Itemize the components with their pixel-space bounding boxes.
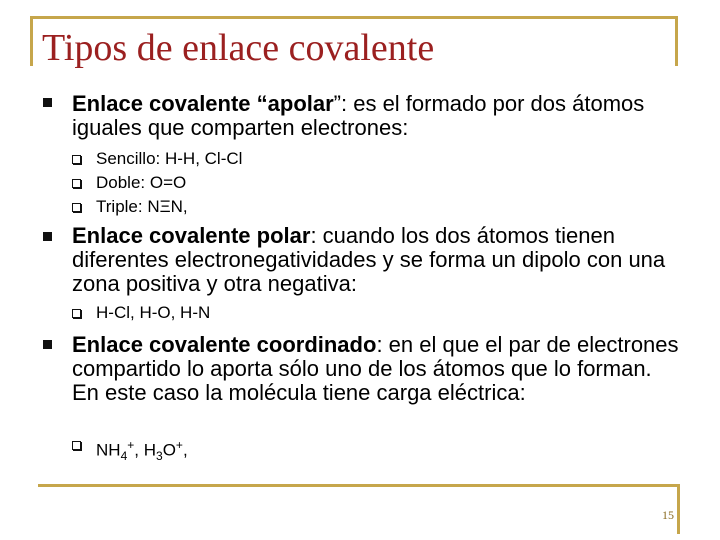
bullet-heading: Enlace covalente polar (72, 223, 311, 248)
square-bullet-icon (43, 232, 52, 241)
hollow-square-bullet-icon (72, 203, 81, 212)
bullet-text: : en el que el par de electrones compartido lo aporta sólo uno de los átomos que lo forman. En este caso la molécula tiene carga eléctrica: (72, 332, 679, 405)
frame-top-line (30, 16, 677, 19)
bullet-heading: Enlace covalente coordinado (72, 332, 377, 357)
hollow-square-bullet-icon (72, 179, 81, 188)
bullet-text: ”: es el formado por dos átomos iguales que comparten electrones: (72, 91, 645, 140)
sub-item-triple: Triple: NΞN, (96, 197, 188, 216)
slide-title: Tipos de enlace covalente (42, 27, 435, 69)
hollow-square-bullet-icon (72, 441, 81, 450)
page-number: 15 (662, 508, 674, 522)
formula-nh-charge: + (127, 438, 135, 452)
hollow-square-bullet-icon (72, 155, 81, 164)
frame-bottom-right-line (677, 484, 680, 534)
formula-nh: NH (96, 440, 121, 460)
formula-h-subscript: 3 (156, 449, 163, 464)
frame-bottom-line (38, 484, 680, 487)
bullet-item-polar (72, 224, 682, 296)
bullet-item-coordinado (72, 333, 682, 405)
formula-o-charge: + (175, 438, 183, 452)
formula-o: O (162, 440, 176, 460)
formula-nh-subscript: 4 (120, 449, 128, 464)
sub-item-sencillo: Sencillo: H-H, Cl-Cl (96, 149, 243, 168)
square-bullet-icon (43, 340, 52, 349)
bullet-text: : cuando los dos átomos tienen diferentes electronegatividades y se forma un dipolo con una zona positiva y otra negativa: (72, 223, 666, 296)
frame-left-line (30, 16, 33, 66)
sub-item-coordinado-examples (96, 433, 188, 468)
sub-item-polar-examples: H-Cl, H-O, H-N (96, 303, 211, 322)
square-bullet-icon (43, 98, 52, 107)
bullet-heading: Enlace covalente “apolar (72, 91, 334, 116)
frame-right-line (675, 16, 678, 66)
bullet-item-apolar (72, 92, 682, 140)
hollow-square-bullet-icon (72, 309, 81, 318)
formula-h: H (143, 440, 156, 460)
sub-item-doble: Doble: O=O (96, 173, 187, 192)
formula-end: , (182, 440, 188, 460)
formula-separator: , (134, 440, 144, 460)
